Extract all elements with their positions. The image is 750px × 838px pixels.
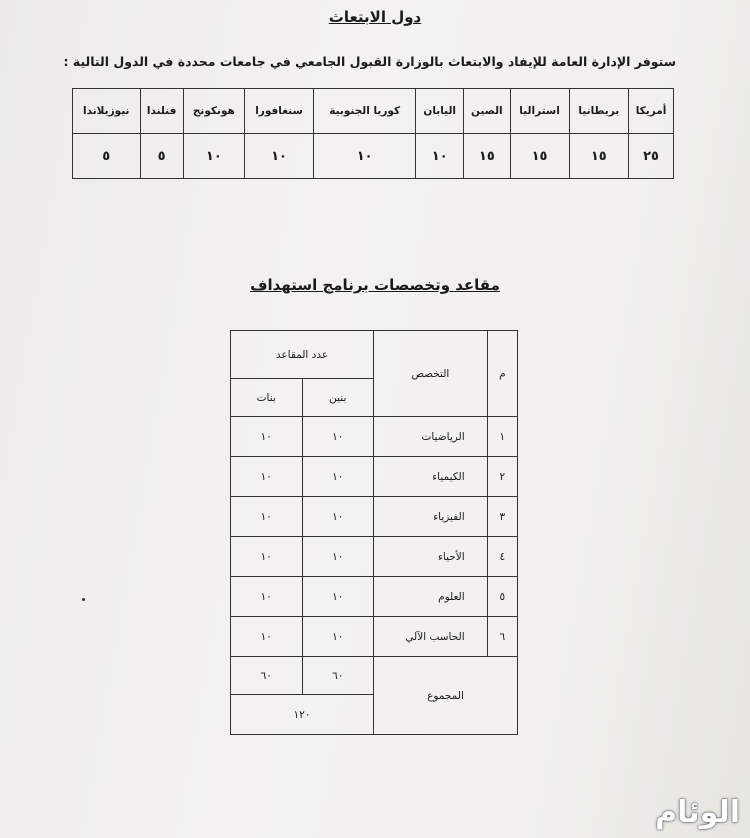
row-specialty: الحاسب الآلي <box>374 617 488 657</box>
country-seats: ١٥ <box>510 134 569 179</box>
row-num: ٤ <box>487 537 517 577</box>
country-seats: ٥ <box>73 134 141 179</box>
country-name: الصين <box>464 89 510 134</box>
table-row <box>231 497 518 537</box>
row-specialty: الفيزياء <box>374 497 488 537</box>
intro-paragraph: ستوفر الإدارة العامة للإيفاد والابتعاث بالوزارة القبول الجامعي في جامعات محددة في الدول التالية : <box>63 54 676 69</box>
header-num: م <box>487 331 517 417</box>
table-row <box>231 617 518 657</box>
row-boys: ١٠ <box>302 457 373 497</box>
country-name: كوريا الجنوبية <box>314 89 416 134</box>
row-girls: ١٠ <box>231 417 303 457</box>
row-boys: ١٠ <box>302 577 373 617</box>
row-num: ١ <box>487 417 517 457</box>
header-seats-count: عدد المقاعد <box>231 331 374 379</box>
total-girls: ٦٠ <box>231 657 303 695</box>
country-seats: ١٠ <box>416 134 464 179</box>
row-boys: ١٠ <box>302 617 373 657</box>
country-seats: ٢٥ <box>629 134 674 179</box>
total-label: المجموع <box>374 657 518 735</box>
country-name: نيوزيلاندا <box>73 89 141 134</box>
row-boys: ١٠ <box>302 417 373 457</box>
country-name: سنغافورا <box>244 89 313 134</box>
row-num: ٣ <box>487 497 517 537</box>
total-row <box>231 657 518 695</box>
header-specialty: التخصص <box>374 331 488 417</box>
country-name: استراليا <box>510 89 569 134</box>
countries-table <box>72 88 674 179</box>
country-seats: ١٠ <box>183 134 244 179</box>
row-girls: ١٠ <box>231 577 303 617</box>
country-seats: ١٠ <box>244 134 313 179</box>
page-title: دول الابتعاث <box>328 8 422 26</box>
row-specialty: العلوم <box>374 577 488 617</box>
country-name: هونكونج <box>183 89 244 134</box>
row-num: ٢ <box>487 457 517 497</box>
total-boys: ٦٠ <box>302 657 373 695</box>
row-girls: ١٠ <box>231 537 303 577</box>
table-row <box>231 457 518 497</box>
header-girls: بنات <box>231 379 303 417</box>
table-row <box>231 537 518 577</box>
country-seats: ١٥ <box>569 134 628 179</box>
table-row <box>231 577 518 617</box>
row-num: ٥ <box>487 577 517 617</box>
seats-header-row <box>231 331 518 379</box>
ink-dot <box>82 598 85 601</box>
countries-seats-row <box>73 134 674 179</box>
row-specialty: الأحياء <box>374 537 488 577</box>
country-seats: ٥ <box>140 134 183 179</box>
country-seats: ١٠ <box>314 134 416 179</box>
row-girls: ١٠ <box>231 497 303 537</box>
row-specialty: الكيمياء <box>374 457 488 497</box>
country-name: اليابان <box>416 89 464 134</box>
row-num: ٦ <box>487 617 517 657</box>
row-specialty: الرياضيات <box>374 417 488 457</box>
section-subtitle: مقاعد وتخصصات برنامج استهداف <box>250 276 500 294</box>
country-seats: ١٥ <box>464 134 510 179</box>
countries-name-row <box>73 89 674 134</box>
country-name: فنلندا <box>140 89 183 134</box>
row-girls: ١٠ <box>231 617 303 657</box>
seats-table <box>230 330 518 735</box>
row-girls: ١٠ <box>231 457 303 497</box>
country-name: أمريكا <box>629 89 674 134</box>
row-boys: ١٠ <box>302 497 373 537</box>
grand-total: ١٢٠ <box>231 695 374 735</box>
watermark-logo: الوئام <box>655 795 740 830</box>
table-row <box>231 417 518 457</box>
row-boys: ١٠ <box>302 537 373 577</box>
country-name: بريطانيا <box>569 89 628 134</box>
header-boys: بنين <box>302 379 373 417</box>
